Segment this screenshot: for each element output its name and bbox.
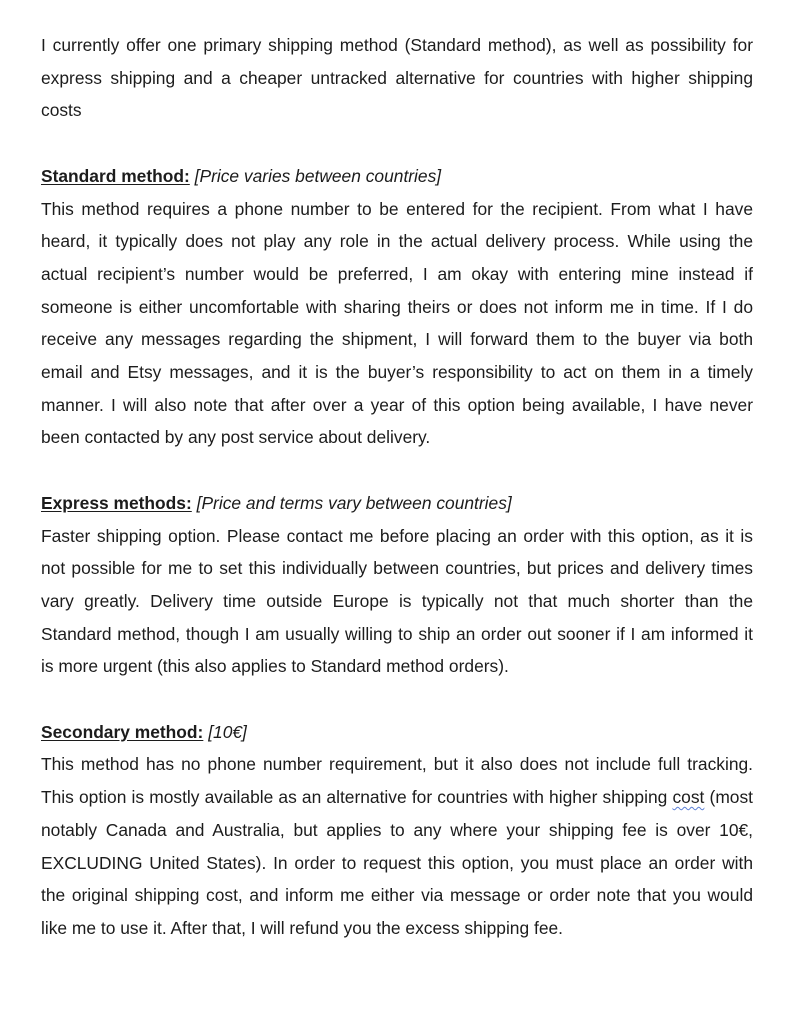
- express-methods-price-note: [Price and terms vary between countries]: [196, 492, 512, 513]
- intro-paragraph: I currently offer one primary shipping method (Standard method), as well as possibility for express shipping and a cheaper untracked alternative for countries with higher shipping costs: [41, 35, 753, 121]
- secondary-method-paragraph: [41, 748, 753, 944]
- secondary-body-part-2: (most notably Canada and Australia, but applies to any where your shipping fee is over 10€, EXCLUDING United States). In order to request this option, you must place an order with the original shipping cost, and inform me either via message or order note that you would like me to use it. After that, I will refund you the excess shipping fee.: [41, 787, 753, 938]
- express-methods-paragraph: Faster shipping option. Please contact me before placing an order with this option, as it is not possible for me to set this individually between countries, but prices and delivery times vary greatly. Delivery time outside Europe is typically not that much shorter than the Standard method, though I am usually willing to ship an order out sooner if I am informed it is more urgent (this also applies to Standard method orders).: [41, 525, 753, 677]
- secondary-body-part-1: This method has no phone number requirement, but it also does not include full tracking. This option is mostly available as an alternative for countries with higher shipping: [41, 754, 753, 808]
- secondary-method-label: Secondary method:: [41, 721, 204, 742]
- standard-method-price-note: [Price varies between countries]: [194, 165, 442, 186]
- document-page: [41, 29, 753, 945]
- spellcheck-flagged-word: cost: [672, 787, 705, 808]
- standard-method-paragraph: This method requires a phone number to be entered for the recipient. From what I have heard, it typically does not play any role in the actual delivery process. While using the actual recipient’s number would be preferred, I am okay with entering mine instead if someone is either uncomfortable with sharing theirs or does not inform me in time. If I do receive any messages regarding the shipment, I will forward them to the buyer via both email and Etsy messages, and it is the buyer’s responsibility to act on them in a timely manner. I will also note that after over a year of this option being available, I have never been contacted by any post service about delivery.: [41, 198, 753, 448]
- standard-method-label: Standard method:: [41, 165, 190, 186]
- paragraph-spacer: [41, 127, 753, 160]
- express-methods-label: Express methods:: [41, 492, 192, 513]
- standard-method-heading: [41, 160, 753, 193]
- secondary-method-price-note: [10€]: [208, 721, 247, 742]
- express-methods-heading: [41, 487, 753, 520]
- secondary-method-heading: [41, 716, 753, 749]
- paragraph-spacer: [41, 683, 753, 716]
- paragraph-spacer: [41, 454, 753, 487]
